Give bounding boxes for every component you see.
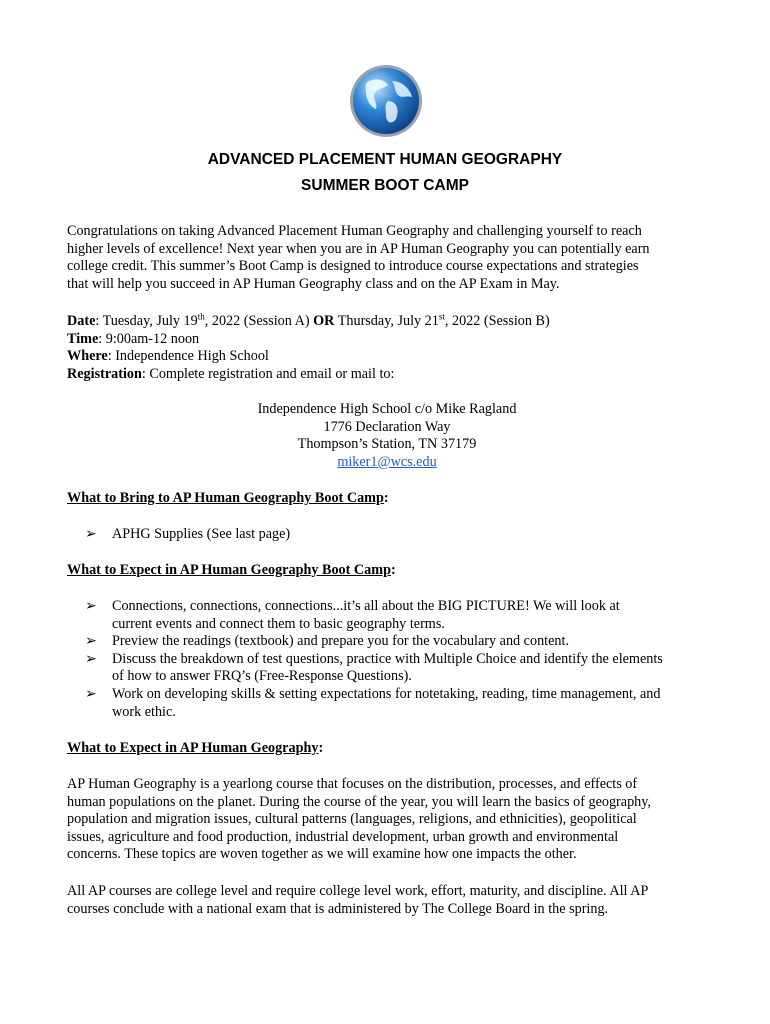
mailing-address xyxy=(67,401,707,471)
email-link[interactable]: miker1@wcs.edu xyxy=(337,453,437,470)
course-paragraph-1 xyxy=(67,776,707,864)
date-a-suffix: , 2022 (Session A) xyxy=(204,313,314,329)
where-label: Where xyxy=(67,348,108,365)
list-item-text: current events and connect them to basic geography terms. xyxy=(112,615,445,632)
registration-label: Registration xyxy=(67,365,142,382)
where-value: : Independence High School xyxy=(107,348,269,365)
registration-value: : Complete registration and email or mail to: xyxy=(141,365,395,382)
document-title-line-2: SUMMER BOOT CAMP xyxy=(301,177,469,194)
list-item xyxy=(67,633,707,651)
intro-line: Congratulations on taking Advanced Placement Human Geography and challenging yourself to reach xyxy=(67,223,642,239)
paragraph-line: All AP courses are college level and require college level work, effort, maturity, and discipline. All AP xyxy=(67,883,649,899)
date-a: : Tuesday, July 19 xyxy=(95,313,198,329)
paragraph-line: courses conclude with a national exam that is administered by The College Board in the spring. xyxy=(67,900,609,917)
time-label: Time xyxy=(67,330,99,347)
date-line xyxy=(67,313,707,331)
list-item xyxy=(67,526,707,544)
registration-line xyxy=(67,366,707,384)
paragraph-line: population and migration issues, cultural patterns (languages, religions, and ethnicities), geopolitical xyxy=(67,811,637,828)
expect-bootcamp-list xyxy=(67,598,707,721)
date-a-sup: th xyxy=(197,311,205,322)
list-item-text: Preview the readings (textbook) and prepare you for the vocabulary and content. xyxy=(112,633,569,650)
section-heading-expect-course: What to Expect in AP Human Geography xyxy=(67,740,319,756)
date-b-sup: st xyxy=(438,311,445,322)
intro-line: higher levels of excellence! Next year when you are in AP Human Geography you can potentially earn xyxy=(67,240,650,257)
heading-colon: : xyxy=(390,562,396,578)
globe-icon xyxy=(348,63,424,139)
document-title-line-1: ADVANCED PLACEMENT HUMAN GEOGRAPHY xyxy=(207,151,563,168)
intro-line: that will help you succeed in AP Human Geography class and on the AP Exam in May. xyxy=(67,275,560,292)
paragraph-line: issues, agriculture and food production, industrial development, urban growth and environmental xyxy=(67,828,619,845)
arrow-bullet-icon: ➢ xyxy=(85,685,97,702)
address-line: Independence High School c/o Mike Ragland xyxy=(257,401,517,417)
list-item-text: Work on developing skills & setting expectations for notetaking, reading, time management, and xyxy=(112,685,661,702)
list-item-text: Connections, connections, connections...it’s all about the BIG PICTURE! We will look at xyxy=(112,598,620,614)
arrow-bullet-icon: ➢ xyxy=(85,633,97,650)
heading-colon: : xyxy=(383,490,389,506)
time-value: : 9:00am-12 noon xyxy=(98,330,200,347)
arrow-bullet-icon: ➢ xyxy=(85,598,97,614)
arrow-bullet-icon: ➢ xyxy=(85,650,97,667)
list-item-text: work ethic. xyxy=(112,703,176,720)
list-item-text: Discuss the breakdown of test questions, practice with Multiple Choice and identify the elements xyxy=(112,650,663,667)
paragraph-line: concerns. These topics are woven together as we will examine how one impacts the other. xyxy=(67,846,577,863)
address-line: 1776 Declaration Way xyxy=(323,418,451,435)
list-item xyxy=(67,598,707,633)
expect-course-heading xyxy=(67,740,707,758)
address-line: Thompson’s Station, TN 37179 xyxy=(297,436,477,453)
section-heading-bring: What to Bring to AP Human Geography Boot Camp xyxy=(67,490,384,506)
intro-paragraph xyxy=(67,223,707,293)
expect-bootcamp-heading xyxy=(67,562,707,580)
list-item-text: APHG Supplies (See last page) xyxy=(112,526,291,542)
heading-colon: : xyxy=(318,740,324,756)
list-item xyxy=(67,686,707,721)
bring-list xyxy=(67,526,707,544)
intro-line: college credit. This summer’s Boot Camp is designed to introduce course expectations and strategies xyxy=(67,258,639,275)
time-line xyxy=(67,331,707,349)
date-label: Date xyxy=(67,313,96,329)
arrow-bullet-icon: ➢ xyxy=(85,526,97,542)
date-b: Thursday, July 21 xyxy=(334,313,439,329)
paragraph-line: human populations on the planet. During the course of the year, you will learn the basics of geography, xyxy=(67,793,651,810)
event-details xyxy=(67,313,707,383)
where-line xyxy=(67,348,707,366)
or-text: OR xyxy=(313,313,335,329)
list-item xyxy=(67,651,707,686)
section-heading-expect-bootcamp: What to Expect in AP Human Geography Boot Camp xyxy=(67,562,391,578)
bring-heading xyxy=(67,490,707,508)
paragraph-line: AP Human Geography is a yearlong course that focuses on the distribution, processes, and effects of xyxy=(67,776,638,792)
date-b-suffix: , 2022 (Session B) xyxy=(444,313,550,329)
course-paragraph-2 xyxy=(67,883,707,918)
list-item-text: of how to answer FRQ’s (Free-Response Questions). xyxy=(112,668,412,685)
